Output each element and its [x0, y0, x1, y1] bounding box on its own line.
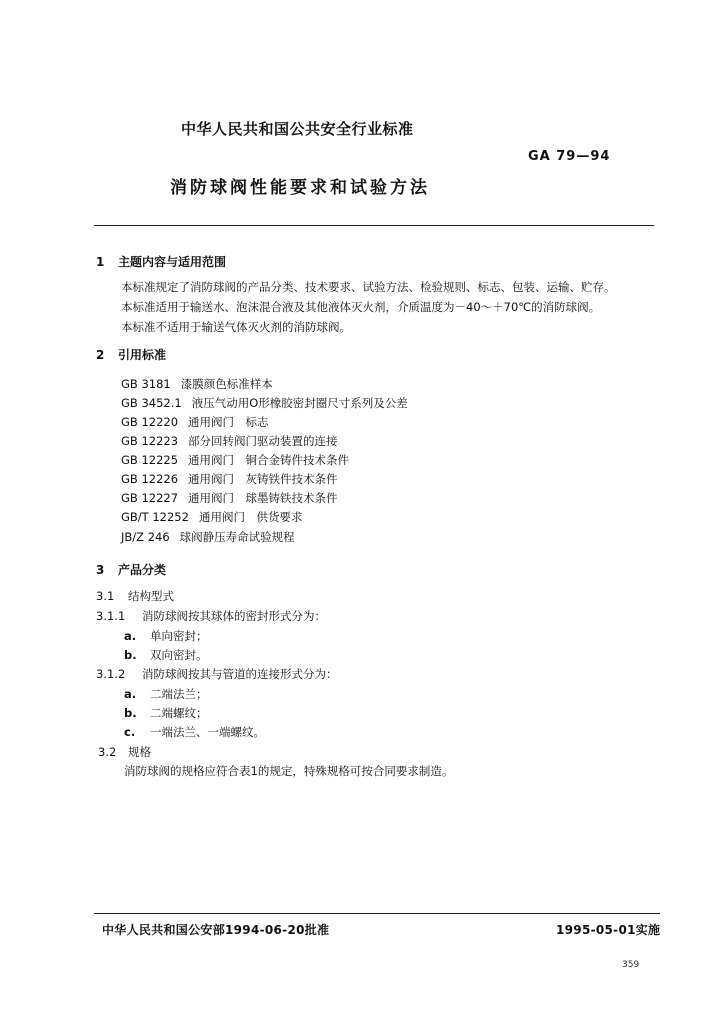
header-rule	[94, 225, 654, 226]
section-3-1-2-text: 3.1.2 消防球阀按其与管道的连接形式分为：	[96, 667, 338, 681]
page-number: 359	[622, 960, 640, 970]
reference-item: GB 12225 通用阀门 铜合金铸件技术条件	[121, 453, 350, 467]
section-1-line: 本标准不适用于输送气体灭火剂的消防球阀。	[121, 320, 351, 334]
reference-item: GB 12227 通用阀门 球墨铸铁技术条件	[121, 491, 338, 505]
section-1-heading: 1 主题内容与适用范围	[96, 255, 227, 269]
approval-date: 中华人民共和国公安部1994-06-20批准	[102, 923, 330, 937]
section-1-line: 本标准适用于输送水、泡沫混合液及其他液体灭火剂，介质温度为－40～＋70℃的消防球阀。	[121, 300, 601, 314]
reference-item: GB/T 12252 通用阀门 供货要求	[121, 510, 303, 524]
page-title: 消防球阀性能要求和试验方法	[170, 178, 430, 198]
standard-code: GA 79—94	[528, 149, 611, 164]
standard-org: 中华人民共和国公共安全行业标准	[181, 120, 414, 138]
section-3-1-heading: 3.1 结构型式	[96, 589, 174, 603]
section-3-heading: 3 产品分类	[96, 563, 167, 577]
reference-item: GB 12223 部分回转阀门驱动装置的连接	[121, 434, 338, 448]
section-3-2-heading: 3.2 规格	[98, 745, 151, 759]
reference-item: JB/Z 246 球阀静压寿命试验规程	[121, 530, 295, 544]
list-item: c. 一端法兰、一端螺纹。	[124, 725, 265, 739]
section-2-heading: 2 引用标准	[96, 348, 167, 362]
reference-item: GB 3452.1 液压气动用O形橡胶密封圈尺寸系列及公差	[121, 396, 408, 410]
section-3-2-text: 消防球阀的规格应符合表1的规定，特殊规格可按合同要求制造。	[124, 764, 454, 778]
reference-item: GB 12226 通用阀门 灰铸铁件技术条件	[121, 472, 338, 486]
list-item: b. 双向密封。	[124, 648, 208, 662]
effective-date: 1995-05-01实施	[556, 923, 661, 937]
list-item: a. 二端法兰；	[124, 687, 208, 701]
section-1-line: 本标准规定了消防球阀的产品分类、技术要求、试验方法、检验规则、标志、包装、运输、贮存。	[121, 280, 616, 294]
section-3-1-1-text: 3.1.1 消防球阀按其球体的密封形式分为：	[96, 609, 326, 623]
reference-item: GB 3181 漆膜颜色标准样本	[121, 377, 273, 391]
list-item: a. 单向密封；	[124, 629, 208, 643]
reference-item: GB 12220 通用阀门 标志	[121, 415, 269, 429]
footer-rule	[94, 913, 660, 914]
list-item: b. 二端螺纹；	[124, 706, 208, 720]
